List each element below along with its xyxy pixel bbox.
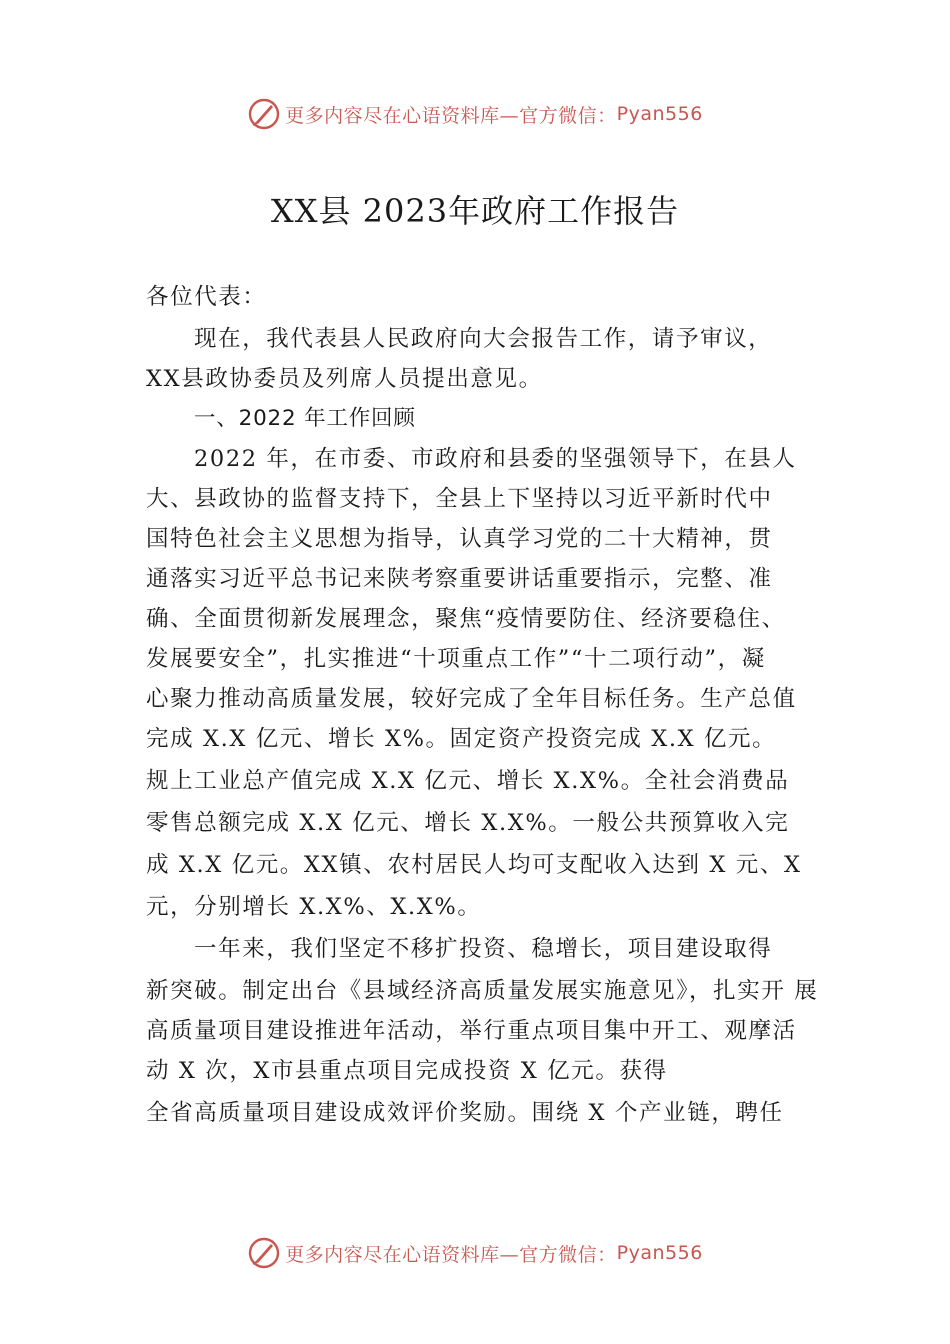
text-line: 2022 年，在市委、市政府和县委的坚强领导下，在县人 — [194, 446, 797, 472]
feather-pen-logo-icon — [247, 1236, 281, 1270]
text-line: 大、县政协的监督支持下，全县上下坚持以习近平新时代中 — [146, 486, 773, 512]
text-line: 全省高质量项目建设成效评价奖励。围绕 X 个产业链，聘任 — [146, 1100, 784, 1126]
section-heading: 一、2022 年工作回顾 — [194, 406, 416, 431]
text-line: 发展要安全”，扎实推进“十项重点工作”“十二项行动”，凝 — [146, 646, 766, 672]
watermark-header — [0, 94, 950, 134]
feather-pen-logo-icon — [247, 97, 281, 131]
text-line: 完成 X.X 亿元、增长 X%。固定资产投资完成 X.X 亿元。 — [146, 726, 777, 752]
text-line: XX县政协委员及列席人员提出意见。 — [146, 366, 543, 392]
watermark-wechat-id: Pyan556 — [616, 1242, 703, 1264]
text-line: 国特色社会主义思想为指导，认真学习党的二十大精神，贯 — [146, 526, 773, 552]
text-line: 元，分别增长 X.X%、X.X%。 — [146, 894, 482, 920]
salutation: 各位代表： — [146, 284, 267, 310]
text-line: 成 X.X 亿元。XX镇、农村居民人均可支配收入达到 X 元、X — [146, 852, 802, 878]
watermark-footer — [0, 1233, 950, 1273]
document-title: XX县 2023年政府工作报告 — [270, 192, 680, 230]
watermark-wechat-id: Pyan556 — [616, 103, 703, 125]
text-line: 高质量项目建设推进年活动，举行重点项目集中开工、观摩活 — [146, 1018, 797, 1044]
text-line: 动 X 次，X市县重点项目完成投资 X 亿元。获得 — [146, 1058, 668, 1084]
text-line: 确、全面贯彻新发展理念，聚焦“疫情要防住、经济要稳住、 — [146, 606, 786, 632]
text-line: 新突破。制定出台《县域经济高质量发展实施意见》，扎实开 展 — [146, 978, 819, 1004]
watermark-text: 更多内容尽在心语资料库—官方微信： — [285, 104, 617, 127]
text-line: 心聚力推动高质量发展，较好完成了全年目标任务。生产总值 — [146, 686, 797, 712]
text-line: 现在，我代表县人民政府向大会报告工作，请予审议， — [194, 326, 773, 352]
watermark-text: 更多内容尽在心语资料库—官方微信： — [285, 1243, 617, 1266]
text-line: 通落实习近平总书记来陕考察重要讲话重要指示，完整、准 — [146, 566, 773, 592]
text-line: 规上工业总产值完成 X.X 亿元、增长 X.X%。全社会消费品 — [146, 768, 790, 794]
text-line: 一年来，我们坚定不移扩投资、稳增长，项目建设取得 — [194, 936, 773, 962]
text-line: 零售总额完成 X.X 亿元、增长 X.X%。一般公共预算收入完 — [146, 810, 790, 836]
